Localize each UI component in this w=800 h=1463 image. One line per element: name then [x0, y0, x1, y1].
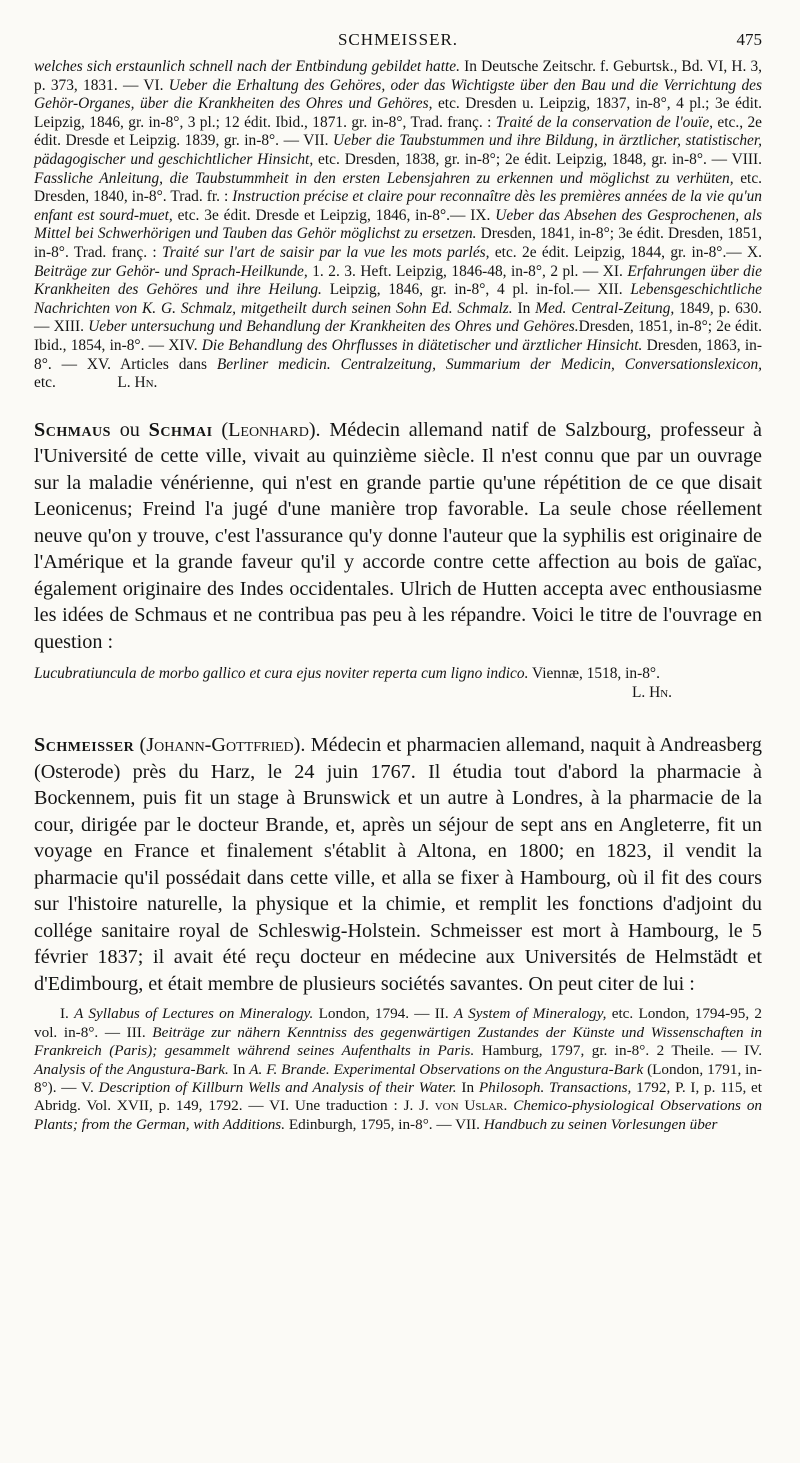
cont-text-ac: Berliner medicin. Centralzeitung, Summarium der Medicin, Conversationslexicon,: [216, 355, 763, 373]
cont-text-l: etc. 3e édit. Dresde et Leipzig, 1846, in-8°.— IX.: [172, 206, 496, 224]
bib-t: Handbuch zu seinen Vorlesungen über: [483, 1115, 718, 1133]
headword-schmeisser: Schmeisser: [34, 734, 135, 757]
cont-text-o: Traité sur l'art de saisir par la vue les mots parlés,: [162, 243, 490, 261]
cont-text-a: welches sich erstaunlich schnell nach der Entbindung gebildet hatte.: [34, 58, 460, 75]
cont-text-q: Beiträge zur Gehör- und Sprach-Heilkunde,: [34, 262, 308, 280]
schmaus-body: Médecin allemand natif de Salzbourg, professeur à l'Université de cette ville, vivait au quinzième siècle. Il n'est connu que par un ouvrage sur la maladie vénérienne, qui n'est en grande partie qu'une répétition de ce que disait Leonicenus; Freind l'a jugé d'une manière trop favorable. La seule chose réellement neuve qu'on y trouve, c'est l'assurance qu'y donne l'auteur que la syphilis est originaire de l'Amérique et la grande faveur qu'il y accorde contre cette affection au bois de gaïac, également originaire des Indes occidentales. Ulrich de Hutten accepta avec enthousiasme les idées de Schmaus et ne contribua pas peu à les répandre. Voici le titre de l'ouvrage en question :: [34, 418, 762, 653]
bib-s: Edinburgh, 1795, in-8°. — VII.: [285, 1115, 484, 1133]
schmaus-work-imprint: Viennæ, 1518, in-8°.: [528, 665, 660, 683]
cont-text-h: etc. Dresden, 1838, gr. in-8°; 2e édit. Leipzig, 1848, gr. in-8°. — VIII.: [313, 150, 762, 168]
bib-k: (London, 1791, in-8°). — V.: [34, 1060, 762, 1096]
bib-r: Chemico-physiological Observations on Plants; from the German, with Additions.: [34, 1097, 763, 1133]
bib-q: .: [503, 1097, 514, 1115]
bib-a: I.: [60, 1005, 75, 1023]
bib-i: In: [228, 1060, 250, 1078]
bib-c: London, 1794. — II.: [313, 1005, 454, 1023]
bib-p: von Uslar: [434, 1097, 504, 1115]
cont-text-d: etc. Dresden u. Leipzig, 1837, in-8°, 4 pl.; 3e édit. Leipzig, 1846, gr. in-8°, 3 pl.; 12 édit. Ibid., 1871. gr. in-8°, Trad. franç. :: [34, 95, 763, 131]
cont-text-c: Ueber die Erhaltung des Gehöres, oder das Wichtigste über den Bau und die Verrichtung des Gehör-Organes, über die Krankheiten des Ohres und Gehöres,: [34, 76, 763, 113]
cont-text-ad: etc.: [34, 374, 56, 392]
bib-m: In: [456, 1079, 479, 1096]
bib-n: Philosoph. Transactions,: [478, 1079, 632, 1096]
cont-text-n: Dresden, 1841, in-8°; 3e édit. Dresden, 1851, in-8°. Trad. franç. :: [34, 225, 762, 261]
bib-e: etc. London, 1794-95, 2 vol. in-8°. — III.: [34, 1005, 762, 1041]
schmaus-connector: ou: [110, 418, 149, 441]
cont-text-s: Erfahrungen über die Krankheiten des Gehöres und ihre Heilung.: [34, 262, 762, 299]
cont-text-y: Ueber untersuchung und Behandlung der Krankheiten des Ohres und Gehöres.: [88, 318, 579, 336]
cont-text-x: 1849, p. 630. — XIII.: [34, 299, 762, 336]
cont-text-v: In: [512, 299, 536, 317]
bib-l: Description of Killburn Wells and Analysis of their Water.: [98, 1079, 457, 1096]
cont-text-w: Med. Central-Zeitung,: [535, 299, 675, 317]
cont-text-u: Lebensgeschichtliche Nachrichten von K. G. Schmalz, mitgetheilt durch seinen Sohn Ed. Schmalz.: [34, 281, 762, 317]
cont-text-g: Ueber die Taubstummen und ihre Bildung, in ärztlicher, statistischer, pädagogischer und geschichtlicher Hinsicht,: [34, 132, 762, 168]
continuation-paragraph: [34, 58, 762, 393]
cont-text-j: etc. Dresden, 1840, in-8°. Trad. fr. :: [34, 169, 762, 206]
headword-schmaus: Schmaus: [34, 418, 111, 441]
cont-text-ab: Dresden, 1863, in-8°. — XV. Articles dans: [34, 336, 762, 373]
cont-text-r: 1. 2. 3. Heft. Leipzig, 1846-48, in-8°, 2 pl. — XI.: [307, 262, 628, 280]
cont-text-k: Instruction précise et claire pour reconnaître dès les premières années de la vie qu'un enfant est sourd-muet,: [34, 188, 762, 224]
cont-text-f: etc., 2e édit. Dresde et Leipzig. 1839, gr. in-8°. — VII.: [34, 113, 762, 150]
entry-schmaus: [34, 417, 762, 656]
entry-schmeisser: [34, 732, 762, 997]
schmaus-signature: L. Hn.: [631, 683, 672, 701]
cont-text-z: Dresden, 1851, in-8°; 2e édit. Ibid., 1854, in-8°. — XIV.: [34, 318, 762, 354]
bib-f: Beiträge zur nähern Kenntniss des gegenwärtigen Zustandes der Künste und Wissenschaften in Frankreich (Paris); gesammelt während seines Aufenthalts in Paris.: [34, 1023, 763, 1060]
headword-schmai: Schmai: [148, 418, 213, 441]
cont-text-m: Ueber das Absehen des Gesprochenen, als Mittel bei Schwerhörigen und Tauben das Gehör möglichst zu ersetzen.: [34, 206, 762, 243]
cont-text-i: Fassliche Anleitung, die Taubstummheit in den ersten Lebensjahren zu erkennen und möglichst zu verhüten,: [34, 169, 734, 187]
running-title: SCHMEISSER.: [337, 30, 459, 49]
bib-h: Analysis of the Angustura-Bark.: [34, 1060, 229, 1078]
schmaus-forename: (Leonhard).: [212, 418, 321, 441]
bib-b: A Syllabus of Lectures on Mineralogy.: [74, 1005, 314, 1023]
bib-d: A System of Mineralogy,: [453, 1005, 607, 1023]
cont-text-b: In Deutsche Zeitschr. f. Geburtsk., Bd. VI, H. 3, p. 373, 1831. — VI.: [34, 58, 762, 94]
bib-g: Hamburg, 1797, gr. in-8°. 2 Theile. — IV.: [474, 1042, 762, 1060]
cont-text-aa: Die Behandlung des Ohrflusses in diätetischer und ärztlicher Hinsicht.: [201, 336, 643, 354]
cont-text-t: Leipzig, 1846, gr. in-8°, 4 pl. in-fol.— XII.: [321, 281, 631, 299]
schmaus-work: [34, 665, 762, 684]
running-head: [34, 30, 762, 58]
schmeisser-forename: (Johann-Gottfried).: [134, 734, 306, 757]
cont-signature: L. Hn.: [117, 374, 158, 392]
cont-text-e: Traité de la conservation de l'ouïe,: [495, 113, 714, 131]
page-number: 475: [736, 30, 762, 49]
schmeisser-body: Médecin et pharmacien allemand, naquit à Andreasberg (Osterode) près du Harz, le 24 juin 1767. Il étudia tout d'abord la pharmacie à Bockennem, puis fit un stage à Brunswick et un autre à Londres, à la pharmacie de la cour, dirigée par le docteur Brande, et, après un séjour de sept ans en Angleterre, fit un voyage en France et finalement s'établit à Altona, en 1800; en 1823, il vendit la pharmacie qu'il possédait dans cette ville, et alla se fixer à Hambourg, où il fit des cours sur l'histoire naturelle, la physique et la chimie, et remplit les fonctions d'adjoint du collége sanitaire royal de Schleswig-Holstein. Schmeisser est mort à Hambourg, le 5 février 1837; il avait été reçu docteur en médecine aux Universités de Helmstädt et d'Edimbourg, et était membre de plusieurs sociétés savantes. On peut citer de lui :: [34, 734, 762, 995]
bib-j: A. F. Brande. Experimental Observations on the Angustura-Bark: [249, 1060, 644, 1078]
bib-o: 1792, P. I, p. 115, et Abridg. Vol. XVII, p. 149, 1792. — VI. Une traduction : J. J.: [34, 1079, 763, 1115]
schmeisser-bibliography: [34, 1005, 762, 1134]
schmaus-work-title: Lucubratiuncula de morbo gallico et cura ejus noviter reperta cum ligno indico.: [34, 665, 529, 683]
cont-text-p: etc. 2e édit. Leipzig, 1844, gr. in-8°.— X.: [489, 243, 763, 261]
